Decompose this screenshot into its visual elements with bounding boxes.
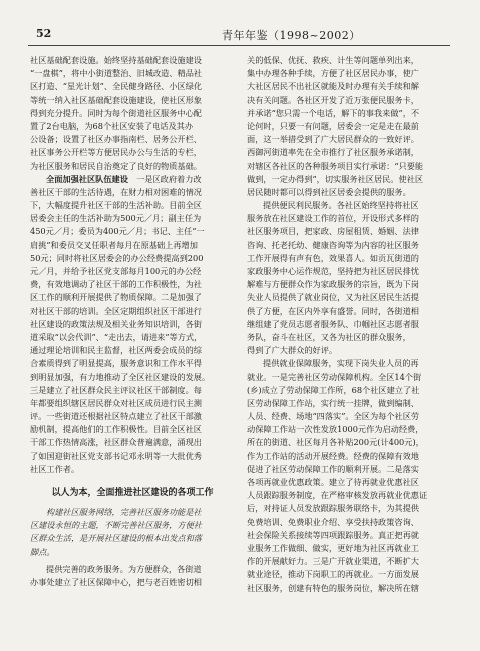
text-line: 就业。一是完善社区劳动保障机构。全区14个街: [247, 371, 422, 382]
text-line: 得到了广大群众的好评。: [247, 345, 338, 356]
text-line: (乡)成立了劳动保障工作所，68个社区建立了社: [247, 384, 420, 395]
text-line: 提供完善的政务服务。为方便群众，各街道: [46, 563, 202, 574]
text-line: 供了方便，在区内外享有盛誉。同时，各街道相: [247, 305, 419, 316]
text-line: 年都要组织辖区居民群众对社区成员进行民主测: [30, 397, 202, 408]
run-in-heading: 全面加强社区队伍建设: [46, 173, 128, 184]
text-line: 办事处建立了社区保障中心，把与老百姓密切相: [30, 576, 202, 587]
text-line: 人员、经费、场地“四落实”。全区为每个社区劳: [247, 411, 420, 422]
text-line: 作为工作站的活动开展经费。经费的保障有效地: [247, 450, 419, 461]
text-line: 下，大幅度提升社区干部的生活补助。目前全区: [30, 200, 202, 211]
text-line: 社区建设的政策法规及相关业务知识培训，各街: [30, 318, 202, 329]
text-line: 居民随时都可以得到社区居委会提供的服务。: [247, 186, 411, 197]
text-line: 大社区居民不出社区就能及时办理有关手续和解: [247, 81, 419, 92]
paragraph-lead-line: [30, 173, 235, 186]
text-line: 450元／月；委员为400元／月；书记、主任“一: [30, 226, 205, 237]
text-line: 励机制，提高他们的工作积极性。目前全区社区: [30, 424, 202, 435]
text-line: 工作开展得有声有色，效果喜人。如贡瓦街道的: [247, 252, 419, 263]
text-line: 并承诺“您只需一个电话，解下的事我来做”，不: [247, 107, 420, 118]
text-line: 作的开展献好力。三是广开就业渠道，不断扩大: [247, 556, 419, 567]
right-column: [247, 54, 452, 595]
text-line: 对社区干部的培训。全区定期组织社区干部进行: [30, 305, 202, 316]
text-line: 社区工作者。: [30, 463, 80, 474]
text-line: 到明显加强，有力地推动了全区社区建设的发展。: [30, 371, 211, 382]
text-run: 一是区政府着力改: [136, 173, 202, 184]
text-line: 人员跟踪服务制度，在严格审核发放再就业优惠证: [247, 490, 428, 501]
text-line: 道采取“以会代训”、“走出去，请进来”等方式，: [30, 331, 203, 342]
text-line: 务队，奋斗在社区，又各为社区的群众服务，: [247, 331, 411, 342]
text-line: 促进了社区劳动保障工作的顺利开展。二是落实: [247, 463, 419, 474]
text-line: 面，这一举措受到了广大居民群众的一致好评。: [247, 134, 419, 145]
text-line: 居委会主任的生活补助为500元／月；副主任为: [30, 213, 202, 224]
text-line: 区群众生活，是开展社区建设的根本出发点和落: [30, 533, 202, 544]
text-line: 社区事务公开栏等方便居民办公与生活的专栏，: [30, 147, 202, 158]
text-line: 脚点。: [30, 546, 55, 557]
text-line: 了如国迎街社区党支部书记邓永明等一大批优秀: [30, 450, 202, 461]
text-line: 解难与方便群众作为家政服务的宗旨，既为下岗: [247, 279, 419, 290]
text-line: 通过理论培训和民主监督，社区两委会成员的综: [30, 345, 202, 356]
text-line: 对辖区各社区的各种服务项目实行承诺：“只要能: [247, 160, 424, 171]
text-line: 三是建立了社区群众民主评议社区干部制度。每: [30, 384, 202, 395]
text-line: 社区基础配套设施。始终坚持基础配套设施建设: [30, 55, 202, 65]
page-number: 52: [36, 27, 52, 40]
text-line: 提供便民利民服务。各社区始终坚持将社区: [263, 200, 419, 211]
left-column: [30, 54, 235, 589]
text-line: 社区服务，创建有特色的服务岗位，解决所在辖: [247, 582, 419, 593]
text-line: 善社区干部的生活待遇，在财力相对困难的情况: [30, 186, 202, 197]
text-line: 区劳动保障工作站，实行统一挂牌，做到编制、: [247, 397, 419, 408]
section-abstract: [30, 506, 235, 559]
section-heading: 以人为本，全面推进社区建设的各项工作: [51, 488, 214, 498]
text-line: 提供就业保障服务，实现下岗失业人员的再: [263, 358, 419, 369]
text-line: 置了2台电脑，为68个社区安装了电话及其办: [30, 120, 194, 131]
running-head: 青年年鉴（1998~2002）: [222, 29, 361, 42]
text-line: 就业途径，推动下岗职工的再就业。一方面发展: [247, 569, 419, 580]
text-line: 区建设永恒的主题，不断完善社区服务，方便社: [30, 520, 202, 531]
text-line: 区打造、“星光计划”、全民健身路径、小区绿化: [30, 81, 203, 92]
text-line: 继组建了党员志愿者服务队、巾帼社区志愿者服: [247, 318, 419, 329]
page-header: [28, 25, 450, 46]
text-line: 社会保险关系接续等四项跟踪服务。真正把再就: [247, 529, 419, 540]
text-line: 50元；同时将社区居委会的办公经费提高到200: [30, 252, 204, 263]
text-line: 元／月，并给予社区党支部每月100元的办公经: [30, 266, 202, 276]
paragraph-service-cards: [247, 54, 452, 199]
text-line: “一盘棋”，将中小街道整治、旧城改造、精品社: [30, 68, 203, 79]
text-line: 决有关问题。各社区开发了近万张便民服务卡，: [247, 94, 419, 105]
paragraph-infrastructure: [30, 54, 235, 173]
text-line: 社区服务项目，把家政、房屋租赁、婚姻、法律: [247, 226, 419, 237]
text-line: 构建社区服务网络，完善社区服务功能是社: [46, 507, 202, 517]
text-line: 失业人员提供了就业岗位，又为社区居民生活提: [247, 292, 419, 303]
text-line: 西御河街道率先在全市推行了社区服务承诺制，: [247, 147, 419, 158]
paragraph-convenience-services: [247, 199, 452, 357]
text-line: 做到，一定办得到”，切实服务社区居民。使社区: [247, 173, 424, 184]
text-line: 公设备；设置了社区办事指南栏、居务公开栏、: [30, 134, 202, 145]
text-line: 免费培训、免费职业介绍、享受扶持政策咨询、: [247, 516, 419, 527]
text-line: 区工作的顺利开展提供了物质保障。二是加强了: [30, 292, 202, 303]
text-line: 动保障工作站一次性发放1000元作为启动经费，: [247, 424, 424, 435]
text-line: 论何时，只要一有问题，居委会一定是走在最前: [247, 120, 419, 131]
text-line: 集中办理各种手续，方便了社区居民办事，使广: [247, 68, 419, 79]
text-line: 合素质得到了明显提高，服务意识和工作水平得: [30, 358, 202, 369]
text-line: 业服务工作做细、做实，更好地为社区再就业工: [247, 542, 419, 553]
paragraph-team-building: [30, 173, 235, 476]
text-line: 费，有效地调动了社区干部的工作积极性，为社: [30, 279, 202, 290]
text-line: 关的低保、优抚、救疾、计生等问题单列出来，: [247, 55, 419, 65]
text-line: 咨询、托老托幼、健康咨询等为内容的社区服务: [247, 239, 419, 250]
text-line: 所在的街道、社区每月各补贴200元(计400元)，: [247, 437, 424, 448]
paragraph-government-services: [30, 563, 235, 589]
text-line: 干部工作热情高涨，社区群众普遍满意，涌现出: [30, 437, 202, 448]
text-line: 后，对持证人员发放跟踪服务联络卡，为其提供: [247, 503, 419, 514]
text-line: 各项再就业优惠政策。建立了待再就业优惠社区: [247, 477, 419, 487]
text-line: 为社区服务和居民自治奠定了良好的物质基础。: [30, 160, 202, 171]
text-line: 服务放在社区建设工作的首位，开设形式多样的: [247, 213, 419, 224]
text-line: 等统一纳入社区基础配套设施建设，使社区形象: [30, 94, 202, 105]
text-line: 肩挑”和委员交叉任职者每月在原基础上再增加: [30, 239, 198, 250]
paragraph-employment-services: [247, 357, 452, 594]
text-line: 评。一些街道还根据社区特点建立了社区干部激: [30, 411, 202, 422]
text-line: 得到充分提升。同时为每个街道社区服务中心配: [30, 107, 202, 118]
text-line: 家政服务中心运作规范，坚持把为社区居民排忧: [247, 266, 419, 276]
